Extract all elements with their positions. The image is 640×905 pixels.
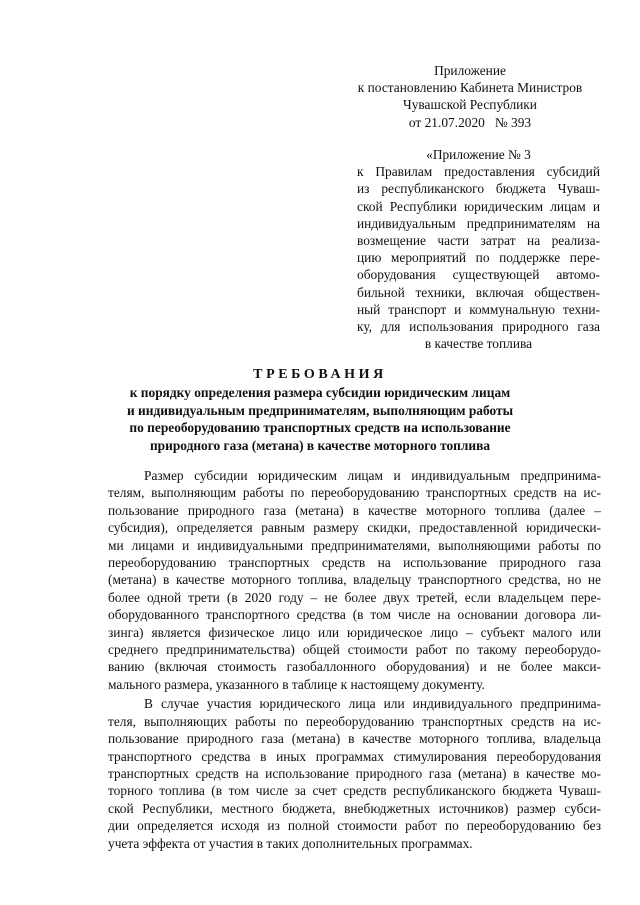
body-line: учета эффекта от участия в таких дополнительных программах. [108,835,473,851]
body-line: мального размера, указанного в таблице к настоящему документу. [108,676,485,692]
appendix-line: ской Республики юридическим лицам и [357,198,600,214]
appendix-line: в качестве топлива [424,336,533,352]
appendix-line: возмещение части затрат на реализа- [357,233,600,249]
heading-title: ТРЕБОВАНИЯ [253,367,387,382]
body-line: теля, выполняющих работы по переоборудованию транспортных средств на ис- [108,713,601,729]
heading-subtitle-line: к порядку определения размера субсидии юридическим лицам [129,385,511,400]
appendix-line: к Правилам предоставления субсидий [357,164,600,180]
body-line: транспортного средства в иных программах стимулирования переоборудования [108,748,601,764]
document-body [108,467,601,852]
approval-block [340,62,600,131]
body-line: В случае участия юридического лица или индивидуального предпринима- [144,696,601,712]
body-line: оборудованного транспортного средства (в том числе на основании договора ли- [108,607,601,623]
body-line: субсидия), определяется равным размеру скидки, предоставленной юридически- [108,520,601,536]
paragraph-2 [108,695,601,852]
appendix-line: из республиканского бюджета Чуваш- [357,181,600,197]
heading-subtitle-line: по переоборудованию транспортных средств на использование [129,420,511,436]
body-line: ми лицами и индивидуальными предпринимателями, выполняющими работы по [108,537,601,553]
document-heading [90,366,550,454]
appendix-line: индивидуальным предпринимателям на [357,215,600,231]
appendix-line: ный транспорт и коммунальную техни- [357,301,600,317]
paragraph-1 [108,467,601,693]
body-line: телям, выполняющим работы по переоборудованию транспортных средств на ис- [108,485,601,501]
body-line: среднего предпринимательства) общей стоимости работ по такому переоборудо- [108,642,601,658]
body-line: зинга) является физическое лицо или юридическое лицо – субъект малого или [108,624,601,640]
body-line: Размер субсидии юридическим лицам и индивидуальным предпринима- [144,468,601,483]
body-line: ской Республики, местного бюджета, внебюджетных источников) размер субси- [108,800,601,816]
body-line: пользование природного газа (метана) в качестве моторного топлива (далее – [108,502,601,518]
approval-date-number: от 21.07.2020 № 393 [408,114,532,130]
body-line: ванию (включая стоимость газобаллонного оборудования) и не более макси- [108,659,601,675]
body-line: дии определяется исходя из полной стоимости работ по переоборудованию без [108,818,601,834]
approval-line: к постановлению Кабинета Министров [357,80,583,96]
approval-line: Приложение [434,63,506,78]
appendix-title: «Приложение № 3 [426,147,531,162]
heading-subtitle-line: и индивидуальным предпринимателям, выполняющим работы [126,402,514,418]
appendix-line: оборудования существующей автомо- [357,267,600,283]
appendix-line: бильной техники, включая обществен- [357,284,600,300]
body-line: пользование природного газа (метана) в качестве моторного топлива, владельца [108,731,601,747]
body-line: (метана) в качестве моторного топлива, владельцу транспортного средства, но не [108,572,601,588]
appendix-line: цию мероприятий по поддержке пере- [357,250,600,266]
body-line: транспортных средств на использование природного газа (метана) в качестве мо- [108,765,601,781]
appendix-line: ку, для использования природного газа [357,319,600,335]
body-line: переоборудованию транспортных средств на использование природного газа [108,555,601,571]
appendix-block [357,146,600,352]
body-line: торного топлива (в том числе за счет средств республиканского бюджета Чуваш- [108,783,601,799]
approval-line: Чувашской Республики [403,97,537,113]
body-line: более одной трети (в 2020 году – не более двух третей, если владельцем пере- [108,589,601,605]
heading-subtitle-line: природного газа (метана) в качестве моторного топлива [149,437,491,453]
